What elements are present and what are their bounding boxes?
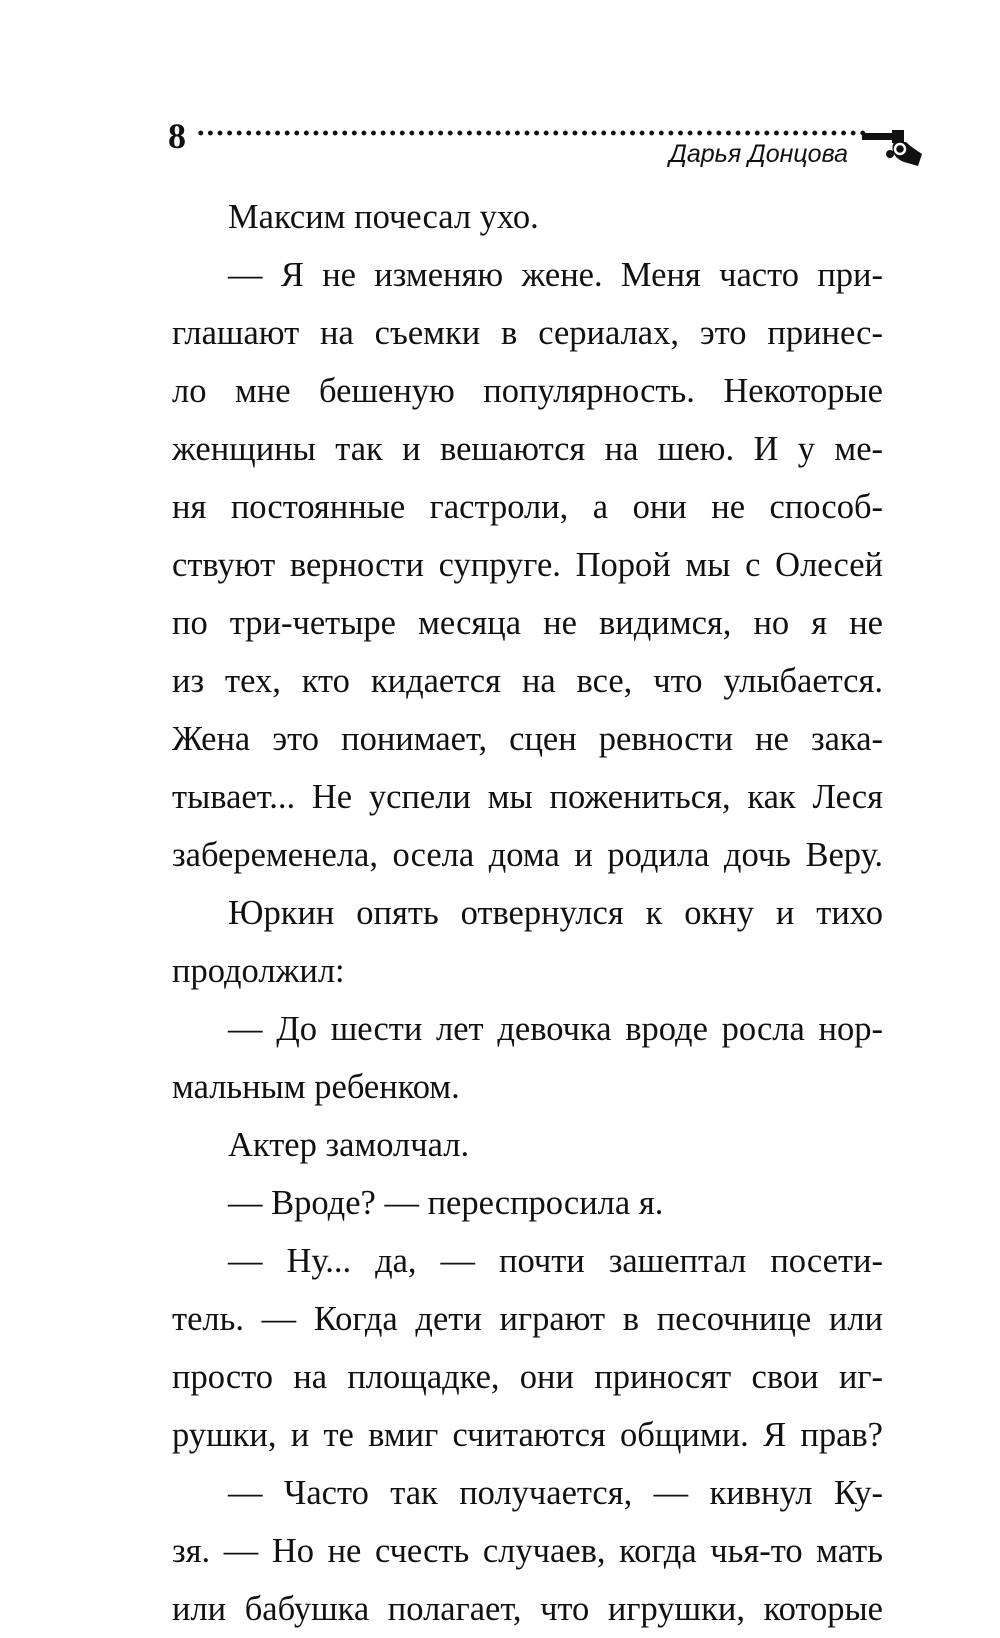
revolver-icon — [860, 124, 922, 168]
text-line: Жена это понимает, сцен ревности не зака- — [172, 720, 883, 758]
text-line: мальным ребенком. — [172, 1068, 460, 1106]
text-line: по три-четыре месяца не видимся, но я не — [172, 604, 883, 642]
text-line: продолжил: — [172, 952, 345, 990]
header-dotted-rule — [196, 130, 868, 136]
text-line: тель. — Когда дети играют в песочнице или — [172, 1300, 883, 1338]
text-line: — Часто так получается, — кивнул Ку- — [228, 1474, 883, 1512]
page-number: 8 — [168, 116, 186, 156]
text-line: или бабушка полагает, что игрушки, которые — [172, 1590, 883, 1628]
text-line: зя. — Но не счесть случаев, когда чья-то мать — [172, 1532, 883, 1570]
text-line: — Вроде? — переспросила я. — [228, 1184, 664, 1222]
text-line: — Ну... да, — почти зашептал посети- — [228, 1242, 883, 1280]
text-line: просто на площадке, они приносят свои иг- — [172, 1358, 883, 1396]
running-head-author: Дарья Донцова — [669, 140, 848, 168]
text-line: ло мне бешеную популярность. Некоторые — [172, 372, 883, 410]
text-line: ня постоянные гастроли, а они не способ- — [172, 488, 883, 526]
text-line: тывает... Не успели мы пожениться, как Леся — [172, 778, 883, 816]
text-line: — До шести лет девочка вроде росла нор- — [228, 1010, 883, 1048]
text-line: глашают на съемки в сериалах, это принес- — [172, 314, 883, 352]
text-line: ствуют верности супруге. Порой мы с Олесей — [172, 546, 883, 584]
text-line: Актер замолчал. — [228, 1126, 470, 1164]
body-text — [172, 188, 883, 1638]
text-line: забеременела, осела дома и родила дочь Веру. — [172, 836, 883, 874]
text-line: женщины так и вешаются на шею. И у ме- — [172, 430, 883, 468]
text-line: Юркин опять отвернулся к окну и тихо — [228, 894, 883, 932]
text-line: рушки, и те вмиг считаются общими. Я прав? — [172, 1416, 883, 1454]
text-line: — Я не изменяю жене. Меня часто при- — [228, 256, 883, 294]
text-line: из тех, кто кидается на все, что улыбается. — [172, 662, 883, 700]
text-line: Максим почесал ухо. — [228, 198, 539, 236]
